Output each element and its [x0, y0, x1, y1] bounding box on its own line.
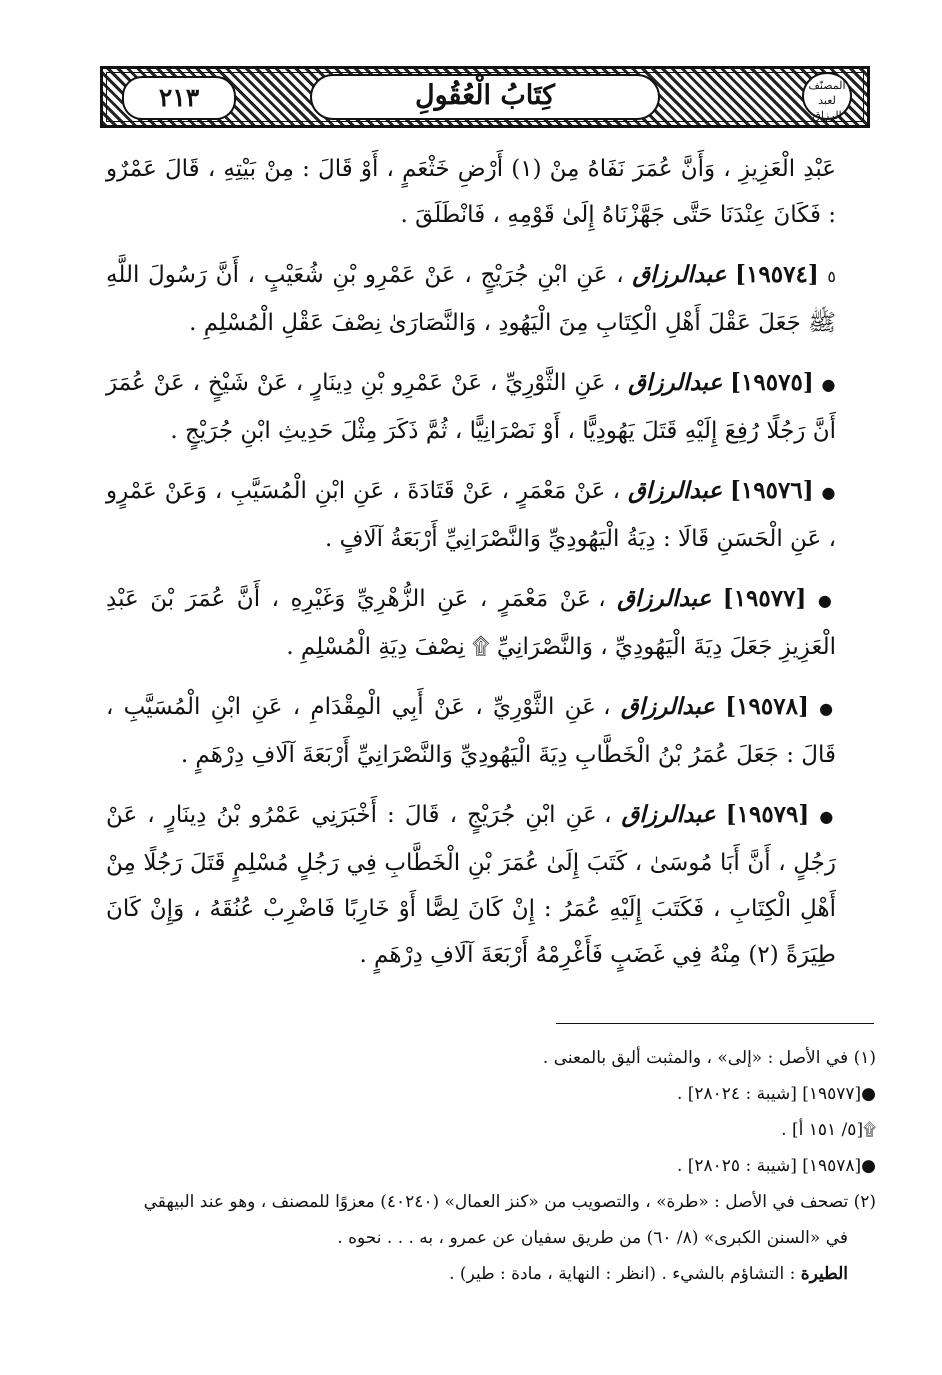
- page-number: ٢١٣: [122, 76, 236, 120]
- footnotes: [106, 1040, 876, 1292]
- hadith-text: ، عَنْ مَعْمَرٍ ، عَنْ قَتَادَةَ ، عَنِ ابْنِ الْمُسَيَّبِ ، وَعَنْ عَمْرٍو ، عَنِ الْحَسَنِ قَالَا : دِيَةُ الْيَهُودِيِّ وَالنَّصْرَانِيِّ أَرْبَعَةُ آلَافٍ .: [106, 478, 836, 552]
- hadith-19579: [106, 792, 836, 978]
- footnote-ref-19578: ●[١٩٥٧٨] [شيبة : ٢٨٠٢٥] .: [676, 1156, 876, 1176]
- definition-text: : التشاؤم بالشيء . (انظر : النهاية ، مادة : طير) .: [449, 1264, 796, 1284]
- hadith-marker: ٥: [827, 267, 837, 286]
- footnote-ref-19577: ●[١٩٥٧٧] [شيبة : ٢٨٠٢٤] .: [676, 1084, 876, 1104]
- footnote-2-cont: في «السنن الكبرى» (٨/ ٦٠) من طريق سفيان عن عمرو ، به . . . نحوه .: [337, 1228, 848, 1248]
- footnote-2: (٢) تصحف في الأصل : «طرة» ، والتصويب من «كنز العمال» (٤٠٢٤٠) معزوًا للمصنف ، وهو عند البيهقي: [143, 1192, 876, 1212]
- hadith-marker: ●: [821, 375, 837, 394]
- hadith-text: ، عَنِ ابْنِ جُرَيْجٍ ، قَالَ : أَخْبَرَنِي عَمْرُو بْنُ دِينَارٍ ، عَنْ رَجُلٍ ، أَنَّ أَبَا مُوسَىٰ ، كَتَبَ إِلَىٰ عُمَرَ بْنِ الْخَطَّابِ فِي رَجُلٍ مُسْلِمٍ قَتَلَ رَجُلًا مِنْ أَهْلِ الْكِتَابِ ، فَكَتَبَ إِلَيْهِ عُمَرُ : إِنْ كَانَ لِصًّا أَوْ خَارِبًا فَاضْرِبْ عُنُقَهُ ، وَإِنْ كَانَ طِيَرَةً (٢) مِنْهُ فِي غَضَبٍ فَأَغْرِمْهُ أَرْبَعَةَ آلَافِ دِرْهَمٍ .: [106, 802, 836, 968]
- hadith-number: [١٩٥٧٦]: [730, 477, 814, 504]
- hadith-text: ، عَنِ الثَّوْرِيِّ ، عَنْ أَبِي الْمِقْدَامِ ، عَنِ ابْنِ الْمُسَيَّبِ ، قَالَ : جَعَلَ عُمَرُ بْنُ الْخَطَّابِ دِيَةَ الْيَهُودِيِّ وَالنَّصْرَانِيِّ أَرْبَعَةَ آلَافِ دِرْهَمٍ .: [106, 694, 836, 768]
- hadith-19576: [106, 468, 836, 562]
- chapter-title: كِتَابُ الْعُقُولِ: [414, 80, 556, 111]
- footnote-1: (١) في الأصل : «إلى» ، والمثبت أليق بالمعنى .: [542, 1048, 876, 1068]
- page-header: [100, 66, 870, 128]
- hadith-19577: [106, 576, 836, 670]
- hadith-author: عبدالرزاق: [617, 585, 712, 612]
- hadith-number: [١٩٥٧٤]: [735, 261, 819, 288]
- definition-term: الطيرة: [800, 1264, 848, 1284]
- hadith-number: [١٩٥٧٥]: [730, 369, 814, 396]
- footnote-definition: [106, 1256, 876, 1292]
- intro-line-1: عَبْدِ الْعَزِيزِ ، وَأَنَّ عُمَرَ نَفَاهُ مِنْ (١) أَرْضِ خَثْعَمٍ ، أَوْ قَالَ : مِنْ بَيْتِهِ ، قَالَ عَمْرٌو : فَكَانَ: [106, 156, 836, 228]
- hadith-marker: ●: [819, 807, 837, 826]
- main-text: [106, 146, 836, 992]
- footnote-separator: [556, 1023, 874, 1024]
- hadith-number: [١٩٥٧٧]: [722, 585, 807, 612]
- hadith-19578: [106, 684, 836, 778]
- hadith-author: عبدالرزاق: [627, 477, 723, 504]
- emblem-bottom-text: لعبد الرزاق: [812, 94, 842, 122]
- hadith-marker: ●: [821, 483, 836, 502]
- emblem-top-text: المصنّف: [808, 79, 846, 92]
- intro-line-2: عِنْدَنَا حَتَّى جَهَّزْنَاهُ إِلَىٰ قَوْمِهِ ، فَانْطَلَقَ .: [400, 202, 767, 228]
- hadith-author: عبدالرزاق: [620, 693, 716, 720]
- intro-paragraph: [106, 146, 836, 238]
- hadith-author: عبدالرزاق: [632, 261, 727, 288]
- hadith-author: عبدالرزاق: [628, 369, 723, 396]
- footnote-folio: ۩[٥/ ١٥١ أ] .: [781, 1120, 876, 1140]
- hadith-marker: ●: [817, 591, 836, 610]
- hadith-text: ، عَنِ الثَّوْرِيِّ ، عَنْ عَمْرِو بْنِ دِينَارٍ ، عَنْ شَيْخٍ ، عَنْ عُمَرَ أَنَّ رَجُلًا رُفِعَ إِلَيْهِ قَتَلَ يَهُودِيًّا ، أَوْ نَصْرَانِيًّا ، ثُمَّ ذَكَرَ مِثْلَ حَدِيثِ ابْنِ جُرَيْجٍ .: [106, 370, 836, 444]
- hadith-number: [١٩٥٧٨]: [725, 693, 809, 720]
- hadith-author: عبدالرزاق: [621, 801, 716, 828]
- hadith-text: ، عَنْ مَعْمَرٍ ، عَنِ الزُّهْرِيِّ وَغَيْرِهِ ، أَنَّ عُمَرَ بْنَ عَبْدِ الْعَزِيزِ جَعَلَ دِيَةَ الْيَهُودِيِّ ، وَالنَّصْرَانِيِّ ۩ نِصْفَ دِيَةِ الْمُسْلِمِ .: [106, 586, 836, 660]
- hadith-19574: [106, 252, 836, 346]
- hadith-text: ، عَنِ ابْنِ جُرَيْجٍ ، عَنْ عَمْرِو بْنِ شُعَيْبٍ ، أَنَّ رَسُولَ اللَّهِ ﷺ جَعَلَ عَقْلَ أَهْلِ الْكِتَابِ مِنَ الْيَهُودِ ، وَالنَّصَارَىٰ نِصْفَ عَقْلِ الْمُسْلِمِ .: [106, 262, 836, 336]
- hadith-19575: [106, 360, 836, 454]
- emblem-logo: [802, 72, 852, 120]
- hadith-number: [١٩٥٧٩]: [725, 801, 810, 828]
- hadith-marker: ●: [819, 699, 837, 718]
